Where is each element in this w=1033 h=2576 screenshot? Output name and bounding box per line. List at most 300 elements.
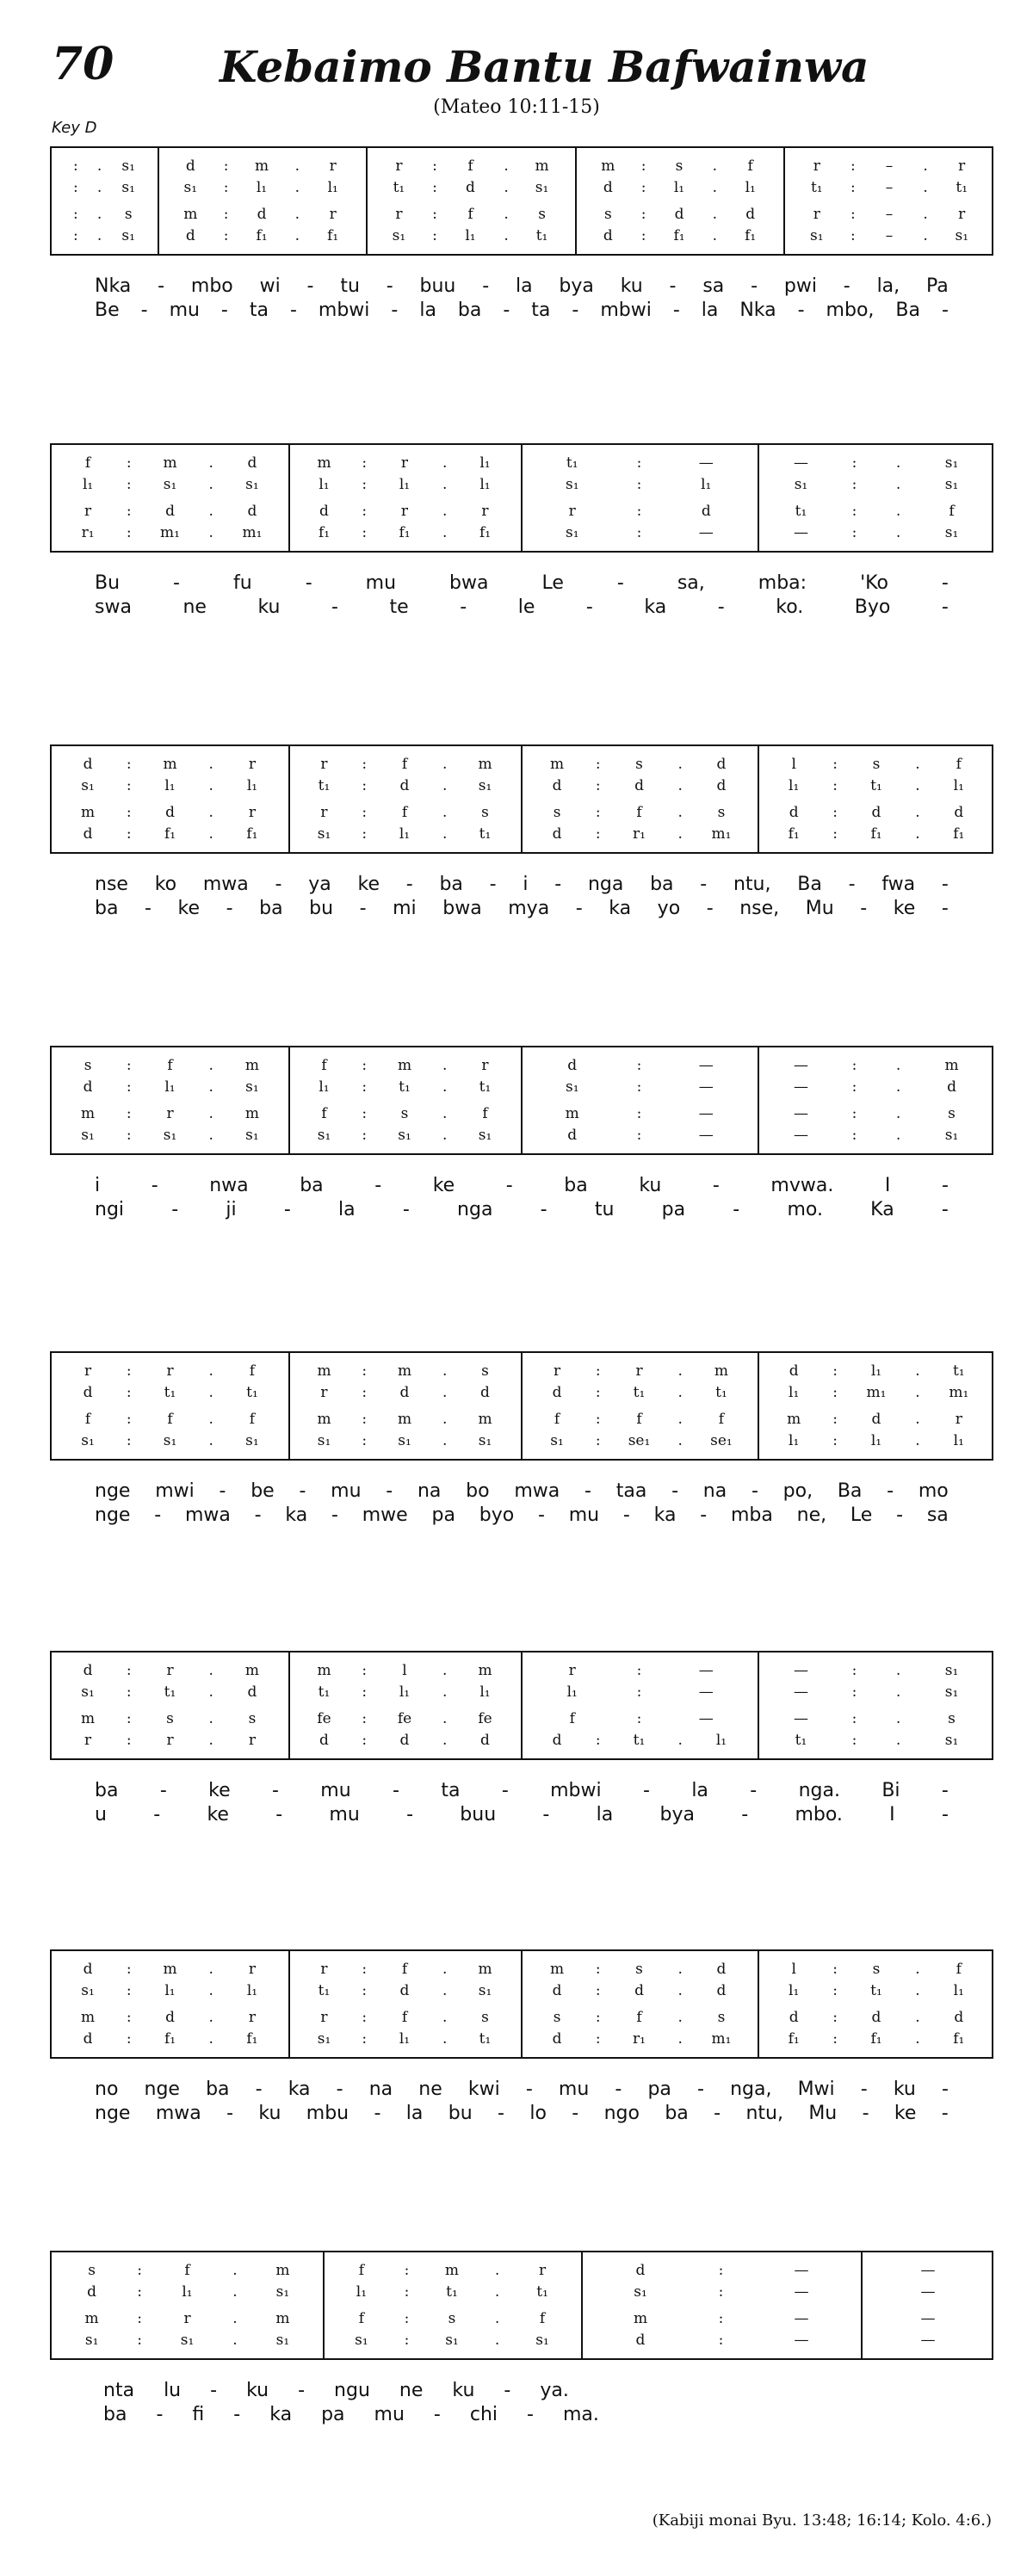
lyric-syllable: Byo — [854, 596, 891, 618]
lyric-syllable: - — [848, 874, 856, 895]
solfa-note: . — [208, 1127, 213, 1145]
solfa-note: — — [793, 1661, 808, 1679]
lyric-syllable: mbwi — [318, 300, 370, 321]
solfa-note: . — [677, 2030, 683, 2048]
solfa-note: m — [478, 1960, 492, 1978]
solfa-note: : — [595, 1383, 601, 1401]
solfa-note: . — [208, 1960, 213, 1978]
solfa-note: s₁ — [245, 1127, 259, 1145]
lyric-syllable: ta — [441, 1780, 461, 1801]
solfa-note: fe — [478, 1710, 492, 1728]
lyric-syllable: mbo. — [795, 1804, 843, 1825]
lyric-line — [50, 1198, 993, 1222]
lyric-syllable: mwa — [202, 874, 249, 895]
lyric-syllable: - — [941, 1175, 949, 1196]
voice-row — [593, 2261, 849, 2280]
solfa-note: : — [832, 1362, 838, 1380]
voice-row — [770, 1383, 983, 1402]
solfa-note: : — [126, 2009, 132, 2027]
solfa-note: : — [362, 1661, 368, 1679]
lyric-syllable: - — [671, 1480, 679, 1502]
solfa-note: m — [565, 1105, 579, 1123]
solfa-note: f — [84, 1411, 91, 1429]
measure — [300, 445, 509, 551]
voice-row — [533, 1960, 745, 1979]
solfa-note: . — [442, 804, 448, 822]
lyrics — [50, 571, 993, 620]
solfa-note: m — [163, 1960, 177, 1978]
solfa-note: : — [595, 1732, 601, 1750]
bar-line — [861, 2252, 863, 2358]
solfa-note: r — [395, 157, 403, 175]
voice-row — [770, 755, 983, 774]
lyric-syllable: mba — [730, 1504, 773, 1526]
solfa-note: . — [96, 157, 102, 175]
voice-row — [64, 1731, 276, 1750]
lyric-syllable: na — [417, 1480, 442, 1502]
voice-row — [770, 1104, 983, 1123]
solfa-note: — — [698, 1710, 714, 1728]
solfa-note: . — [294, 227, 300, 245]
lyric-syllable: ntu, — [745, 2103, 783, 2124]
solfa-note: — — [793, 524, 808, 542]
voice-row — [593, 2309, 849, 2328]
lyric-syllable: ku — [893, 2079, 916, 2100]
lyric-syllable: la — [338, 1199, 356, 1220]
solfa-note: : — [362, 503, 368, 521]
lyric-syllable: - — [887, 1480, 894, 1502]
lyrics — [50, 873, 993, 921]
lyric-syllable: la — [596, 1804, 614, 1825]
solfa-note: s — [603, 206, 612, 224]
solfa-note: – — [885, 178, 894, 196]
solfa-staff — [50, 1651, 993, 1760]
solfa-note: . — [208, 2030, 213, 2048]
solfa-note: s₁ — [565, 475, 579, 493]
bar-line — [288, 746, 290, 852]
solfa-note: . — [208, 1362, 213, 1380]
lyric-syllable: ku — [639, 1175, 662, 1196]
solfa-note: . — [895, 454, 901, 472]
lyric-syllable: pa — [647, 2079, 671, 2100]
solfa-note: s₁ — [163, 1127, 177, 1145]
lyric-syllable: nge — [95, 1504, 131, 1526]
solfa-note: s — [872, 755, 881, 773]
voice-row — [795, 178, 983, 197]
solfa-note: s₁ — [245, 475, 259, 493]
solfa-note: s₁ — [794, 475, 808, 493]
solfa-note: : — [636, 503, 642, 521]
solfa-note: d — [871, 1411, 881, 1429]
solfa-note: : — [137, 2310, 142, 2328]
solfa-note: f — [249, 1362, 256, 1380]
solfa-note: t₁ — [479, 2030, 492, 2048]
bar-line — [575, 148, 577, 254]
solfa-note: . — [442, 1127, 448, 1145]
solfa-note: : — [404, 2310, 410, 2328]
lyric-syllable: - — [374, 2103, 381, 2124]
solfa-note: f₁ — [479, 524, 492, 542]
solfa-note: d — [716, 1981, 727, 1999]
solfa-note: r — [84, 1732, 92, 1750]
measure — [770, 1951, 983, 2057]
solfa-note: d — [83, 755, 93, 773]
lyric-syllable: sa — [702, 275, 725, 297]
solfa-note: s — [481, 1362, 489, 1380]
lyric-syllable: - — [433, 2404, 441, 2425]
hymn-number: 70 — [52, 38, 114, 90]
lyric-syllable: - — [489, 874, 497, 895]
solfa-note: . — [895, 475, 901, 493]
voice-row — [64, 157, 145, 176]
lyric-syllable: i — [95, 1175, 101, 1196]
solfa-note: . — [895, 1056, 901, 1074]
solfa-note: d — [789, 804, 799, 822]
bar-line — [758, 1047, 759, 1153]
solfa-note: : — [636, 524, 642, 542]
lyric-syllable: nga — [587, 874, 624, 895]
solfa-note: : — [636, 475, 642, 493]
solfa-note: . — [294, 178, 300, 196]
solfa-note: : — [595, 776, 601, 794]
solfa-note: : — [718, 2310, 724, 2328]
music-system — [50, 146, 993, 323]
voice-row — [770, 502, 983, 521]
voice-row — [533, 1362, 745, 1381]
solfa-note: : — [832, 1981, 838, 1999]
lyric-syllable: Ba — [895, 300, 920, 321]
lyric-syllable: - — [542, 1804, 550, 1825]
solfa-note: . — [208, 825, 213, 843]
solfa-note: l₁ — [673, 178, 685, 196]
voice-row — [533, 825, 745, 843]
solfa-note: . — [442, 1661, 448, 1679]
solfa-note: f₁ — [164, 2030, 176, 2048]
voice-row — [64, 1960, 276, 1979]
voice-row — [533, 776, 745, 795]
solfa-note: m₁ — [866, 1383, 887, 1401]
solfa-note: m₁ — [711, 2030, 732, 2048]
solfa-note: : — [640, 206, 646, 224]
solfa-note: f₁ — [870, 825, 882, 843]
lyric-line — [50, 275, 993, 299]
solfa-note: m — [397, 1411, 412, 1429]
solfa-note: — — [793, 454, 808, 472]
solfa-note: l₁ — [789, 1981, 800, 1999]
voice-row — [587, 157, 771, 176]
voice-row — [770, 1661, 983, 1680]
solfa-note: f — [401, 1960, 408, 1978]
solfa-note: : — [595, 1432, 601, 1450]
lyric-syllable: lo — [529, 2103, 547, 2124]
lyric-line — [50, 299, 993, 323]
solfa-note: . — [442, 1078, 448, 1096]
lyric-syllable: mwa — [155, 2103, 201, 2124]
lyric-syllable: swa — [95, 596, 132, 618]
voice-row — [533, 803, 745, 822]
solfa-note: d — [634, 1981, 644, 1999]
voice-row — [64, 776, 276, 795]
solfa-note: m — [244, 1056, 259, 1074]
solfa-note: s — [248, 1710, 257, 1728]
solfa-note: . — [677, 776, 683, 794]
solfa-note: s₁ — [944, 1683, 959, 1701]
solfa-note: f — [636, 2009, 642, 2027]
voice-row — [770, 1709, 983, 1728]
solfa-note: . — [915, 1383, 920, 1401]
solfa-note: . — [712, 227, 718, 245]
music-system — [50, 443, 993, 620]
solfa-note: d — [83, 825, 93, 843]
solfa-note: : — [851, 1056, 857, 1074]
voice-row — [533, 454, 745, 473]
lyric-syllable: - — [226, 898, 233, 919]
measure — [64, 2252, 311, 2358]
solfa-note: f — [321, 1105, 327, 1123]
voice-row — [770, 776, 983, 795]
solfa-note: : — [851, 1078, 857, 1096]
solfa-note: : — [851, 1683, 857, 1701]
solfa-note: . — [208, 1411, 213, 1429]
solfa-note: : — [126, 503, 132, 521]
lyric-syllable: - — [271, 1780, 279, 1801]
voice-row — [64, 1104, 276, 1123]
lyric-syllable: be — [251, 1480, 275, 1502]
lyric-syllable: - — [537, 1504, 545, 1526]
lyric-syllable: - — [575, 898, 583, 919]
lyric-syllable: ka — [269, 2404, 293, 2425]
solfa-note: r — [248, 804, 257, 822]
lyric-syllable: Le — [541, 572, 564, 594]
voice-row — [770, 523, 983, 542]
music-system — [50, 2251, 993, 2427]
solfa-note: f — [467, 206, 473, 224]
lyric-syllable: ke — [177, 898, 201, 919]
solfa-note: : — [126, 1732, 132, 1750]
solfa-note: . — [442, 1981, 448, 1999]
voice-row — [378, 178, 563, 197]
bar-line — [758, 1652, 759, 1758]
solfa-note: s — [675, 157, 684, 175]
solfa-note: : — [832, 1383, 838, 1401]
measure — [533, 746, 745, 852]
solfa-note: s — [481, 2009, 489, 2027]
voice-row — [533, 1126, 745, 1145]
lyric-syllable: tu — [594, 1199, 615, 1220]
solfa-note: d — [552, 825, 562, 843]
solfa-note: . — [442, 475, 448, 493]
solfa-note: t₁ — [952, 1362, 965, 1380]
solfa-note: l — [791, 1960, 796, 1978]
voice-row — [533, 2029, 745, 2048]
solfa-note: . — [677, 755, 683, 773]
solfa-note: m₁ — [160, 524, 180, 542]
lyric-syllable: ko. — [776, 596, 804, 618]
solfa-note: s₁ — [183, 178, 198, 196]
solfa-note: s₁ — [478, 1981, 492, 1999]
solfa-note: r — [400, 503, 409, 521]
lyric-syllable: - — [941, 2079, 949, 2100]
solfa-note: m — [275, 2310, 290, 2328]
lyric-syllable: I — [889, 1804, 895, 1825]
solfa-note: : — [832, 804, 838, 822]
lyric-line — [50, 571, 993, 596]
solfa-note: : — [832, 776, 838, 794]
lyric-syllable: - — [331, 1504, 338, 1526]
voice-row — [593, 2283, 849, 2301]
lyric-syllable: - — [572, 2103, 579, 2124]
lyric-syllable: ku — [452, 2380, 475, 2401]
lyric-syllable: - — [540, 1199, 547, 1220]
solfa-note: r — [320, 1383, 328, 1401]
solfa-note: : — [432, 206, 437, 224]
measure — [873, 2252, 983, 2358]
solfa-note: : — [640, 157, 646, 175]
lyric-syllable: - — [941, 572, 949, 594]
solfa-note: : — [223, 157, 229, 175]
lyric-syllable: nge — [95, 2103, 131, 2124]
solfa-note: d — [480, 1383, 490, 1401]
lyric-syllable: Be — [95, 300, 120, 321]
lyric-syllable: - — [498, 2103, 504, 2124]
lyric-syllable: Mwi — [797, 2079, 835, 2100]
lyric-syllable: - — [700, 874, 708, 895]
solfa-note: . — [895, 1078, 901, 1096]
solfa-note: l₁ — [953, 776, 964, 794]
solfa-note: s₁ — [275, 2283, 290, 2301]
solfa-note: : — [362, 804, 368, 822]
solfa-note: d — [399, 1732, 410, 1750]
solfa-note: f — [554, 1411, 560, 1429]
solfa-note: : — [362, 1960, 368, 1978]
solfa-note: l₁ — [182, 2283, 193, 2301]
lyric-syllable: ntu, — [733, 874, 771, 895]
solfa-note: . — [677, 825, 683, 843]
lyric-syllable: kwi — [467, 2079, 500, 2100]
solfa-note: . — [895, 1683, 901, 1701]
solfa-note: r — [958, 157, 966, 175]
lyric-syllable: le — [517, 596, 535, 618]
solfa-note: l₁ — [789, 776, 800, 794]
measure — [64, 746, 276, 852]
lyric-syllable: mya — [508, 898, 550, 919]
solfa-note: r — [320, 755, 328, 773]
solfa-note: t₁ — [633, 1383, 646, 1401]
voice-row — [170, 226, 354, 245]
solfa-note: : — [595, 1981, 601, 1999]
lyric-line — [50, 2078, 993, 2102]
solfa-note: : — [126, 755, 132, 773]
solfa-note: d — [635, 2261, 646, 2279]
solfa-note: . — [208, 454, 213, 472]
solfa-note: . — [442, 2030, 448, 2048]
lyric-syllable: mu — [374, 2404, 405, 2425]
solfa-note: : — [362, 1056, 368, 1074]
lyric-syllable: no — [95, 2079, 119, 2100]
solfa-note: d — [871, 804, 881, 822]
solfa-note: . — [208, 1383, 213, 1401]
solfa-note: . — [442, 524, 448, 542]
voice-row — [770, 803, 983, 822]
lyric-syllable: nge — [95, 1480, 131, 1502]
solfa-note: . — [208, 1683, 213, 1701]
solfa-note: t₁ — [795, 1732, 807, 1750]
lyric-syllable: ke — [208, 1780, 231, 1801]
solfa-note: f₁ — [246, 2030, 258, 2048]
solfa-note: . — [442, 1732, 448, 1750]
lyric-syllable: ngi — [95, 1199, 125, 1220]
key-signature: Key D — [52, 119, 97, 137]
solfa-note: l₁ — [479, 1683, 491, 1701]
lyric-syllable: ke — [893, 898, 916, 919]
lyrics — [50, 1174, 993, 1222]
voice-row — [533, 1078, 745, 1096]
lyric-syllable: mbwi — [550, 1780, 602, 1801]
voice-row — [770, 1126, 983, 1145]
lyric-syllable: la — [515, 275, 533, 297]
bar-line — [323, 2252, 325, 2358]
solfa-note: m — [478, 1661, 492, 1679]
measure — [64, 1652, 276, 1758]
lyric-syllable: Nka — [95, 275, 132, 297]
solfa-note: r — [568, 503, 576, 521]
lyric-syllable: wi — [259, 275, 281, 297]
lyrics — [50, 1480, 993, 1528]
lyric-syllable: na — [368, 2079, 393, 2100]
lyric-syllable: - — [941, 2103, 949, 2124]
solfa-note: . — [677, 1732, 683, 1750]
voice-row — [300, 1960, 509, 1979]
lyric-syllable: - — [173, 572, 180, 594]
lyric-syllable: po, — [782, 1480, 813, 1502]
solfa-note: r — [248, 2009, 257, 2027]
solfa-note: . — [208, 1105, 213, 1123]
solfa-note: d — [319, 1732, 329, 1750]
solfa-note: d — [185, 227, 195, 245]
solfa-note: . — [677, 2009, 683, 2027]
solfa-note: : — [404, 2332, 410, 2350]
solfa-note: : — [137, 2261, 142, 2279]
solfa-note: . — [712, 206, 718, 224]
solfa-note: f₁ — [399, 524, 411, 542]
measure — [64, 445, 276, 551]
solfa-note: l₁ — [399, 1683, 411, 1701]
solfa-note: : — [595, 825, 601, 843]
solfa-note: s₁ — [392, 227, 406, 245]
solfa-note: t₁ — [393, 178, 405, 196]
solfa-note: : — [126, 2030, 132, 2048]
lyric-syllable: - — [585, 1480, 591, 1502]
lyric-syllable: na — [702, 1480, 727, 1502]
lyric-syllable: fi — [192, 2404, 205, 2425]
solfa-note: : — [126, 1981, 132, 1999]
solfa-note: . — [915, 776, 920, 794]
solfa-note: d — [789, 1362, 799, 1380]
solfa-note: — — [793, 1056, 808, 1074]
solfa-note: m — [81, 1105, 96, 1123]
solfa-note: . — [232, 2283, 238, 2301]
solfa-note: d — [947, 1078, 956, 1096]
lyric-syllable: - — [275, 874, 282, 895]
solfa-note: r — [166, 1362, 174, 1380]
solfa-note: r — [166, 1732, 174, 1750]
solfa-note: l₁ — [164, 1078, 176, 1096]
lyric-syllable: chi — [469, 2404, 498, 2425]
voice-row — [64, 1981, 276, 2000]
solfa-note: m — [275, 2261, 290, 2279]
lyric-syllable: mwa — [514, 1480, 560, 1502]
lyric-syllable: ba — [259, 898, 283, 919]
